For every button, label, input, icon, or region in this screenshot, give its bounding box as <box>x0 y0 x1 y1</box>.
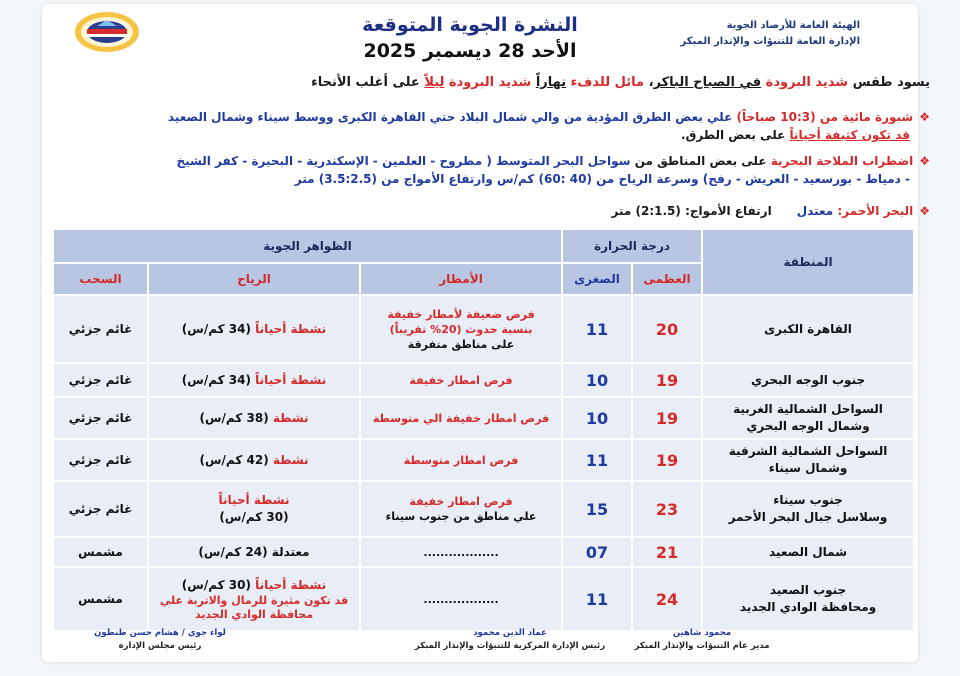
sea-bullet <box>90 152 930 188</box>
region-name: القاهرة الكبرى <box>764 321 852 336</box>
signature-name: محمود شاهين <box>672 628 732 638</box>
region-cell <box>703 398 913 438</box>
fog-bullet <box>90 108 930 144</box>
table-row <box>54 398 913 438</box>
bulletin-title: النشرة الجوية المتوقعة <box>362 14 578 36</box>
wind-cell <box>149 296 359 362</box>
bullet-marker-icon: ❖ <box>919 154 930 168</box>
red-sea-state: معتدل <box>796 204 834 218</box>
region-cell <box>703 296 913 362</box>
summary-part: شديد البرودة <box>448 75 532 90</box>
region-name-2: وشمال سيناء <box>768 461 848 475</box>
region-name: السواحل الشمالية الشرقية <box>728 444 888 458</box>
wind-speed: (30 كم/س) <box>181 577 251 592</box>
summary-part: شديد البرودة <box>765 75 849 90</box>
min-temp: 11 <box>563 568 631 630</box>
max-temp: 19 <box>633 440 701 480</box>
signature-title: مدير عام التنبؤات والإنذار المبكر <box>634 641 770 651</box>
rain-text-2: علي مناطق من جنوب سيناء <box>385 510 537 523</box>
summary-part: ليلاً <box>424 75 445 90</box>
header-region: المنطقة <box>703 230 913 294</box>
rain-cell: .................. <box>361 568 561 630</box>
summary-part: يسود طقس <box>852 75 930 90</box>
wind-state: نشطة أحياناً <box>255 372 327 387</box>
wind-cell <box>149 364 359 396</box>
header-min: الصغرى <box>563 264 631 294</box>
fog-dense: قد تكون كثيفة أحياناً <box>789 128 910 142</box>
wind-speed: (34 كم/س) <box>181 372 251 387</box>
max-temp: 24 <box>633 568 701 630</box>
wind-cell <box>149 568 359 630</box>
sea-warning: اضطراب الملاحة البحرية <box>770 154 914 168</box>
signature-name: لواء جوي / هشام حسن طنطون <box>94 628 226 638</box>
min-temp: 10 <box>563 364 631 396</box>
cloud-cover: غائم جزئي <box>54 440 147 480</box>
signature-2 <box>390 627 630 653</box>
min-temp: 07 <box>563 538 631 566</box>
wind-speed: (34 كم/س) <box>181 321 251 336</box>
region-cell <box>703 568 913 630</box>
wind-speed: (42 كم/س) <box>199 452 269 467</box>
max-temp: 19 <box>633 398 701 438</box>
forecast-table <box>52 228 915 632</box>
table-row <box>54 482 913 536</box>
cloud-cover: غائم جزئي <box>54 398 147 438</box>
header-temperature: درجة الحرارة <box>563 230 701 262</box>
wind-cell <box>149 538 359 566</box>
wind-note: قد تكون مثيرة للرمال والاتربة علي محافظة الوادي الجديد <box>159 593 349 621</box>
rain-cell: .................. <box>361 538 561 566</box>
min-temp: 15 <box>563 482 631 536</box>
summary-part: على أغلب الأنحاء <box>311 75 420 90</box>
bulletin-title-block <box>300 12 640 64</box>
wind-state: نشطة أحياناً <box>255 321 327 336</box>
wind-speed: (30 كم/س) <box>219 510 289 524</box>
wind-state: نشطة أحياناً <box>255 577 327 592</box>
table-row <box>54 568 913 630</box>
organization-name <box>610 18 860 50</box>
bullet-marker-icon: ❖ <box>919 204 930 218</box>
sea-coasts: سواحل البحر المتوسط ( مطروح - العلمين - الإسكندرية - البحيرة - كفر الشيخ <box>176 154 631 168</box>
wind-state: نشطة <box>272 452 309 467</box>
fog-roads: على بعض الطرق. <box>681 128 786 142</box>
rain-cell: فرص امطار متوسطة <box>361 440 561 480</box>
region-name: جنوب سيناء <box>773 493 843 507</box>
cloud-cover: غائم جزئي <box>54 296 147 362</box>
region-name: جنوب الوجه البحري <box>750 372 866 387</box>
wind-cell <box>149 440 359 480</box>
header-max: العظمى <box>633 264 701 294</box>
region-cell <box>703 440 913 480</box>
signature-title: رئيس مجلس الإدارة <box>118 641 202 651</box>
org-line-1: الهيئة العامة للأرصاد الجوية <box>726 20 860 31</box>
signature-name: عماد الدين محمود <box>473 628 547 638</box>
max-temp: 20 <box>633 296 701 362</box>
sea-text: على بعض المناطق من <box>634 154 767 168</box>
region-cell <box>703 538 913 566</box>
signature-title: رئيس الإدارة المركزية للتنبؤات والإنذار المبكر <box>414 641 606 651</box>
region-name: شمال الصعيد <box>769 544 848 559</box>
fog-time: شبورة مائية من (10:3 صباحاً) <box>736 110 914 124</box>
cloud-cover: غائم جزئي <box>54 482 147 536</box>
rain-text-2: بنسبة حدوث (20% تقريباً) <box>389 322 533 336</box>
rain-text: فرص ضعيفة لأمطار خفيفة <box>387 307 535 321</box>
header-phenomena: الظواهر الجوية <box>54 230 561 262</box>
region-name: السواحل الشمالية الغربية <box>733 402 883 416</box>
wind-state: نشطة <box>272 410 309 425</box>
max-temp: 23 <box>633 482 701 536</box>
cloud-cover: غائم جزئي <box>54 364 147 396</box>
summary-part: ، <box>648 75 654 90</box>
rain-cell: فرص امطار خفيفة <box>361 364 561 396</box>
min-temp: 11 <box>563 440 631 480</box>
rain-text: فرص امطار خفيفة <box>409 495 513 508</box>
bulletin-date: الأحد 28 ديسمبر 2025 <box>363 40 577 62</box>
max-temp: 19 <box>633 364 701 396</box>
max-temp: 21 <box>633 538 701 566</box>
min-temp: 11 <box>563 296 631 362</box>
fog-areas: علي بعض الطرق المؤدية من والي شمال البلاد حتي القاهرة الكبرى ووسط سيناء وشمال الصعيد <box>167 110 733 124</box>
region-name-2: ومحافظة الوادي الجديد <box>739 600 877 614</box>
red-sea-waves: ارتفاع الأمواج: (2:1.5) متر <box>611 204 772 218</box>
summary-part: نهاراً <box>535 75 567 90</box>
org-line-2: الإدارة العامة للتنبؤات والإنذار المبكر <box>680 36 860 47</box>
header-clouds: السحب <box>54 264 147 294</box>
red-sea-label: البحر الأحمر: <box>837 204 914 218</box>
cloud-cover: مشمس <box>54 538 147 566</box>
table-row <box>54 296 913 362</box>
min-temp: 10 <box>563 398 631 438</box>
region-cell <box>703 482 913 536</box>
wind-cell <box>149 398 359 438</box>
rain-cell <box>361 482 561 536</box>
bullet-marker-icon: ❖ <box>919 110 930 124</box>
table-row <box>54 440 913 480</box>
summary-part: في الصباح الباكر <box>653 75 762 90</box>
summary-part: مائل للدفء <box>570 75 645 90</box>
wind-speed: (38 كم/س) <box>199 410 269 425</box>
region-name: جنوب الصعيد <box>769 583 847 597</box>
region-name-2: وسلاسل جبال البحر الأحمر <box>728 510 888 524</box>
rain-text-3: على مناطق متفرقة <box>407 337 515 351</box>
table-row <box>54 364 913 396</box>
weather-summary <box>110 75 930 90</box>
sea-details: - دمياط - بورسعيد - العريش - رفح) وسرعة الرياح من (40 :60) كم/س وارتفاع الأمواج من (3.5:2.5) متر <box>294 172 910 186</box>
header-wind: الرياح <box>149 264 359 294</box>
header-rain: الأمطار <box>361 264 561 294</box>
wind-speed: معتدلة (24 كم/س) <box>198 544 310 559</box>
cloud-cover: مشمس <box>54 568 147 630</box>
table-row <box>54 538 913 566</box>
region-name-2: وشمال الوجه البحري <box>746 419 870 433</box>
red-sea-bullet <box>90 202 930 220</box>
rain-cell: فرص امطار خفيفة الي متوسطة <box>361 398 561 438</box>
region-cell <box>703 364 913 396</box>
ema-logo <box>72 10 142 54</box>
signature-3 <box>80 627 240 653</box>
wind-cell <box>149 482 359 536</box>
rain-cell <box>361 296 561 362</box>
wind-state: نشطة أحياناً <box>218 493 290 507</box>
